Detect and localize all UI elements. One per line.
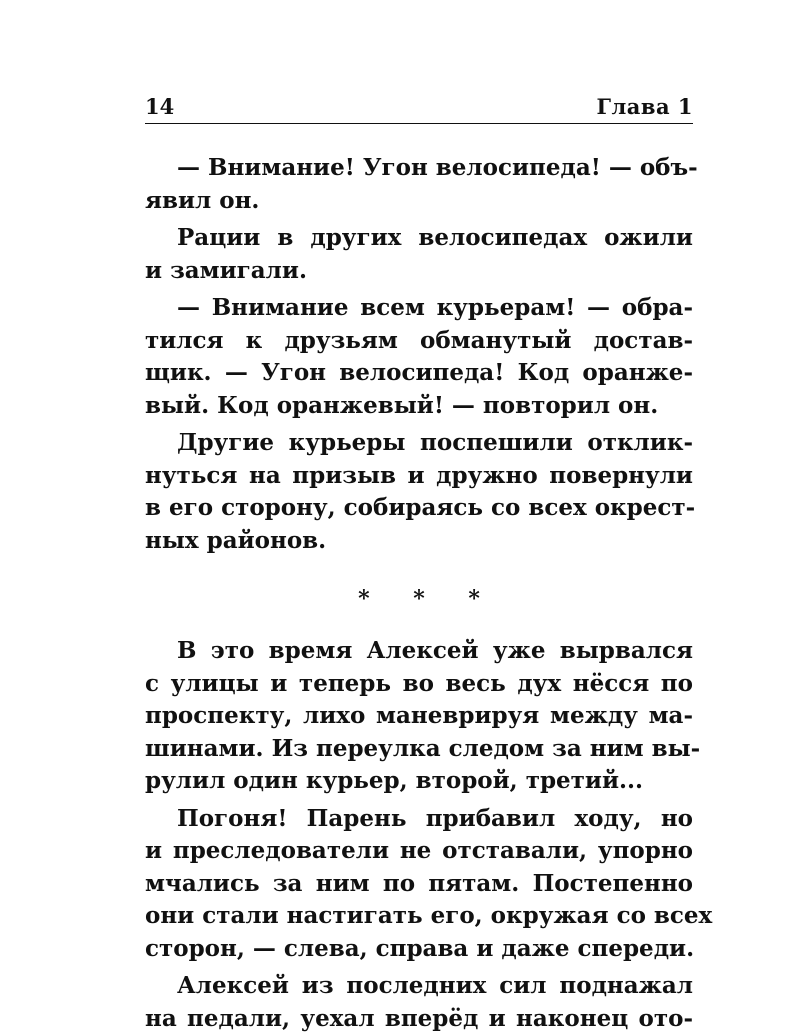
- text-line: Погоня! Парень прибавил ходу, но: [145, 803, 693, 836]
- chapter-title: Глава 1: [596, 94, 693, 120]
- text-line: вый. Код оранжевый! — повторил он.: [145, 390, 693, 423]
- text-line: нуться на призыв и дружно повернули: [145, 460, 693, 493]
- text-line: Рации в других велосипедах ожили: [145, 222, 693, 255]
- text-line: — Внимание! Угон велосипеда! — объ-: [145, 152, 693, 185]
- text-line: Другие курьеры поспешили отклик-: [145, 427, 693, 460]
- section-separator: * * *: [163, 585, 693, 613]
- text-line: сторон, — слева, справа и даже спереди.: [145, 933, 693, 966]
- text-line: шинами. Из переулка следом за ним вы-: [145, 733, 693, 766]
- text-line: щик. — Угон велосипеда! Код оранже-: [145, 357, 693, 390]
- text-line: В это время Алексей уже вырвался: [145, 635, 693, 668]
- text-line: проспекту, лихо маневрируя между ма-: [145, 700, 693, 733]
- paragraph: [145, 970, 693, 1035]
- text-line: — Внимание всем курьерам! — обра-: [145, 292, 693, 325]
- paragraph: [145, 222, 693, 287]
- running-header: [145, 94, 693, 124]
- text-line: тился к друзьям обманутый достав-: [145, 325, 693, 358]
- text-line: с улицы и теперь во весь дух нёсся по: [145, 668, 693, 701]
- text-line: ных районов.: [145, 525, 693, 558]
- text-line: Алексей из последних сил поднажал: [145, 970, 693, 1003]
- paragraph: [145, 292, 693, 422]
- paragraph: [145, 635, 693, 798]
- paragraph: [145, 803, 693, 966]
- text-line: и замигали.: [145, 255, 693, 288]
- text-line: явил он.: [145, 185, 693, 218]
- text-line: рулил один курьер, второй, третий...: [145, 765, 693, 798]
- body-text: [145, 152, 693, 1035]
- header-rule: [145, 123, 693, 124]
- text-line: на педали, уехал вперёд и наконец ото-: [145, 1003, 693, 1035]
- text-line: мчались за ним по пятам. Постепенно: [145, 868, 693, 901]
- paragraph: [145, 427, 693, 557]
- text-line: в его сторону, собираясь со всех окрест-: [145, 492, 693, 525]
- page-number: 14: [145, 94, 174, 120]
- paragraph: [145, 152, 693, 217]
- text-line: они стали настигать его, окружая со всех: [145, 900, 693, 933]
- text-line: и преследователи не отставали, упорно: [145, 835, 693, 868]
